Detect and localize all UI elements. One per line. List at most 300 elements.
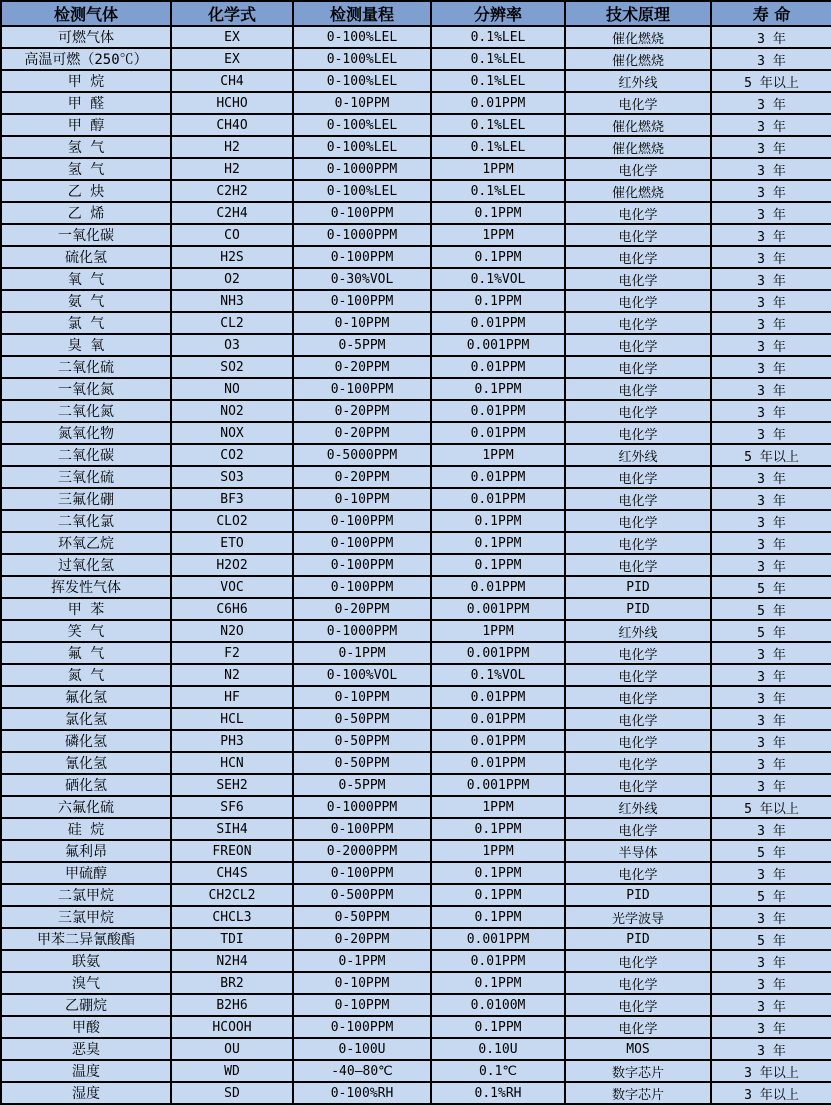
table-cell: HCHO: [171, 92, 293, 114]
table-cell: 氰化氢: [1, 752, 171, 774]
table-cell: 一氧化氮: [1, 378, 171, 400]
table-cell: 0-100PPM: [293, 290, 431, 312]
table-cell: 六氟化硫: [1, 796, 171, 818]
table-row: [1, 488, 831, 510]
table-cell: SD: [171, 1082, 293, 1104]
table-cell: 磷化氢: [1, 730, 171, 752]
table-cell: 恶臭: [1, 1038, 171, 1060]
table-cell: 0-50PPM: [293, 752, 431, 774]
table-row: [1, 840, 831, 862]
table-row: [1, 554, 831, 576]
table-cell: N2: [171, 664, 293, 686]
table-cell: 3 年: [711, 708, 831, 730]
table-cell: 3 年: [711, 26, 831, 48]
table-row: [1, 290, 831, 312]
table-cell: 电化学: [565, 202, 711, 224]
table-cell: 3 年: [711, 664, 831, 686]
table-cell: 红外线: [565, 70, 711, 92]
table-row: [1, 92, 831, 114]
table-cell: 0-10PPM: [293, 312, 431, 334]
table-row: [1, 26, 831, 48]
table-cell: B2H6: [171, 994, 293, 1016]
table-cell: 电化学: [565, 488, 711, 510]
table-cell: 联氨: [1, 950, 171, 972]
table-cell: PID: [565, 884, 711, 906]
table-cell: 0.1PPM: [431, 202, 565, 224]
table-cell: 甲硫醇: [1, 862, 171, 884]
table-cell: 3 年: [711, 532, 831, 554]
table-cell: 乙 炔: [1, 180, 171, 202]
table-cell: C2H4: [171, 202, 293, 224]
table-cell: 氯化氢: [1, 708, 171, 730]
table-cell: 0-1000PPM: [293, 158, 431, 180]
table-cell: 0.1PPM: [431, 884, 565, 906]
table-cell: 3 年: [711, 400, 831, 422]
table-cell: 电化学: [565, 554, 711, 576]
table-cell: 0-50PPM: [293, 906, 431, 928]
table-cell: 甲酸: [1, 1016, 171, 1038]
table-cell: 0-100%LEL: [293, 136, 431, 158]
table-cell: 0.01PPM: [431, 488, 565, 510]
table-cell: 电化学: [565, 994, 711, 1016]
table-cell: 3 年: [711, 906, 831, 928]
table-cell: PID: [565, 576, 711, 598]
table-row: [1, 752, 831, 774]
table-cell: NH3: [171, 290, 293, 312]
table-cell: 3 年: [711, 1038, 831, 1060]
table-cell: 3 年: [711, 466, 831, 488]
table-row: [1, 356, 831, 378]
table-row: [1, 576, 831, 598]
table-cell: 电化学: [565, 664, 711, 686]
table-cell: H2S: [171, 246, 293, 268]
table-cell: HCL: [171, 708, 293, 730]
table-row: [1, 686, 831, 708]
table-cell: 0-100%LEL: [293, 114, 431, 136]
table-cell: 乙硼烷: [1, 994, 171, 1016]
table-cell: 0-100PPM: [293, 510, 431, 532]
table-cell: 三氟化硼: [1, 488, 171, 510]
table-cell: 0.001PPM: [431, 598, 565, 620]
table-cell: 高温可燃（250℃）: [1, 48, 171, 70]
table-cell: 电化学: [565, 818, 711, 840]
table-cell: 0.01PPM: [431, 686, 565, 708]
table-cell: 甲 醛: [1, 92, 171, 114]
column-header-2: 检测量程: [293, 1, 431, 26]
table-cell: 0.1PPM: [431, 972, 565, 994]
table-cell: 红外线: [565, 796, 711, 818]
table-row: [1, 158, 831, 180]
table-cell: 氮氧化物: [1, 422, 171, 444]
table-cell: 0.1PPM: [431, 1016, 565, 1038]
table-cell: 0.1%LEL: [431, 48, 565, 70]
table-cell: 3 年: [711, 862, 831, 884]
table-row: [1, 884, 831, 906]
table-cell: 5 年: [711, 576, 831, 598]
table-cell: 电化学: [565, 378, 711, 400]
table-cell: SO2: [171, 356, 293, 378]
table-cell: 5 年以上: [711, 70, 831, 92]
table-row: [1, 466, 831, 488]
table-cell: CHCL3: [171, 906, 293, 928]
table-cell: 0.1%RH: [431, 1082, 565, 1104]
table-cell: 3 年: [711, 422, 831, 444]
table-cell: 催化燃烧: [565, 114, 711, 136]
table-cell: 0-1PPM: [293, 642, 431, 664]
table-cell: 电化学: [565, 400, 711, 422]
table-cell: 3 年: [711, 686, 831, 708]
table-cell: PH3: [171, 730, 293, 752]
table-row: [1, 642, 831, 664]
table-cell: 0.1PPM: [431, 378, 565, 400]
table-cell: 0.0100M: [431, 994, 565, 1016]
table-cell: 氯 气: [1, 312, 171, 334]
table-cell: 电化学: [565, 466, 711, 488]
table-cell: 0.1%LEL: [431, 136, 565, 158]
table-cell: BF3: [171, 488, 293, 510]
table-cell: 过氧化氢: [1, 554, 171, 576]
table-cell: 电化学: [565, 268, 711, 290]
table-cell: 0-1000PPM: [293, 224, 431, 246]
table-cell: 0.1PPM: [431, 246, 565, 268]
table-cell: 催化燃烧: [565, 180, 711, 202]
table-cell: 0-100PPM: [293, 378, 431, 400]
table-cell: 0.1%LEL: [431, 114, 565, 136]
table-row: [1, 928, 831, 950]
table-cell: TDI: [171, 928, 293, 950]
table-cell: SIH4: [171, 818, 293, 840]
table-cell: CH2CL2: [171, 884, 293, 906]
table-cell: 一氧化碳: [1, 224, 171, 246]
table-cell: 0.01PPM: [431, 730, 565, 752]
table-cell: 3 年: [711, 950, 831, 972]
column-header-0: 检测气体: [1, 1, 171, 26]
table-row: [1, 444, 831, 466]
table-cell: 红外线: [565, 620, 711, 642]
table-cell: HCOOH: [171, 1016, 293, 1038]
table-cell: 3 年: [711, 180, 831, 202]
table-cell: 甲苯二异氰酸酯: [1, 928, 171, 950]
table-cell: CO2: [171, 444, 293, 466]
table-row: [1, 818, 831, 840]
table-cell: 电化学: [565, 774, 711, 796]
table-cell: 红外线: [565, 444, 711, 466]
column-header-1: 化学式: [171, 1, 293, 26]
table-cell: 3 年: [711, 290, 831, 312]
table-cell: 0-20PPM: [293, 466, 431, 488]
table-cell: H2: [171, 136, 293, 158]
table-cell: WD: [171, 1060, 293, 1082]
table-cell: 1PPM: [431, 158, 565, 180]
table-cell: 3 年: [711, 642, 831, 664]
table-cell: 3 年: [711, 972, 831, 994]
table-cell: 电化学: [565, 246, 711, 268]
table-cell: 二氧化氮: [1, 400, 171, 422]
table-row: [1, 994, 831, 1016]
table-cell: 0-100%LEL: [293, 70, 431, 92]
table-cell: 催化燃烧: [565, 136, 711, 158]
table-cell: 0-5000PPM: [293, 444, 431, 466]
table-row: [1, 532, 831, 554]
table-cell: NOX: [171, 422, 293, 444]
table-cell: 0.1PPM: [431, 818, 565, 840]
table-row: [1, 972, 831, 994]
table-row: [1, 664, 831, 686]
table-cell: 0-100PPM: [293, 202, 431, 224]
table-row: [1, 400, 831, 422]
table-cell: 3 年: [711, 246, 831, 268]
table-cell: 催化燃烧: [565, 48, 711, 70]
table-cell: 3 年: [711, 334, 831, 356]
table-cell: 氧 气: [1, 268, 171, 290]
table-row: [1, 202, 831, 224]
table-cell: SF6: [171, 796, 293, 818]
table-row: [1, 180, 831, 202]
table-cell: 硒化氢: [1, 774, 171, 796]
table-cell: C6H6: [171, 598, 293, 620]
table-cell: 0.01PPM: [431, 312, 565, 334]
table-cell: 0.1%LEL: [431, 26, 565, 48]
table-row: [1, 620, 831, 642]
table-cell: 3 年: [711, 554, 831, 576]
table-cell: 0-100PPM: [293, 1016, 431, 1038]
table-cell: 0-50PPM: [293, 708, 431, 730]
table-cell: 电化学: [565, 312, 711, 334]
table-cell: ETO: [171, 532, 293, 554]
table-cell: 1PPM: [431, 444, 565, 466]
table-cell: 1PPM: [431, 620, 565, 642]
table-cell: 氟 气: [1, 642, 171, 664]
table-row: [1, 114, 831, 136]
table-cell: N2H4: [171, 950, 293, 972]
table-cell: 3 年: [711, 268, 831, 290]
table-cell: 0.10U: [431, 1038, 565, 1060]
table-cell: 甲 苯: [1, 598, 171, 620]
table-cell: 0.01PPM: [431, 400, 565, 422]
table-cell: 二氧化碳: [1, 444, 171, 466]
table-cell: 电化学: [565, 686, 711, 708]
table-row: [1, 48, 831, 70]
table-cell: HCN: [171, 752, 293, 774]
table-cell: 0.001PPM: [431, 334, 565, 356]
table-cell: HF: [171, 686, 293, 708]
table-cell: 电化学: [565, 92, 711, 114]
table-cell: 0-10PPM: [293, 488, 431, 510]
table-cell: 催化燃烧: [565, 26, 711, 48]
table-cell: 0-100%RH: [293, 1082, 431, 1104]
table-cell: BR2: [171, 972, 293, 994]
table-cell: 三氯甲烷: [1, 906, 171, 928]
table-row: [1, 334, 831, 356]
table-cell: 3 年: [711, 202, 831, 224]
table-cell: PID: [565, 598, 711, 620]
table-row: [1, 774, 831, 796]
table-cell: 0-20PPM: [293, 422, 431, 444]
table-row: [1, 1038, 831, 1060]
table-cell: 3 年: [711, 1016, 831, 1038]
table-cell: 0-100%LEL: [293, 180, 431, 202]
table-cell: 0-20PPM: [293, 400, 431, 422]
table-cell: 0-30%VOL: [293, 268, 431, 290]
table-cell: 0-20PPM: [293, 928, 431, 950]
table-cell: 电化学: [565, 730, 711, 752]
table-cell: CLO2: [171, 510, 293, 532]
table-cell: 0-50PPM: [293, 730, 431, 752]
table-cell: 3 年: [711, 114, 831, 136]
table-cell: 乙 烯: [1, 202, 171, 224]
table-cell: 氢 气: [1, 136, 171, 158]
table-row: [1, 268, 831, 290]
table-cell: 电化学: [565, 224, 711, 246]
table-cell: 1PPM: [431, 840, 565, 862]
table-row: [1, 136, 831, 158]
table-cell: NO2: [171, 400, 293, 422]
table-cell: 0-20PPM: [293, 598, 431, 620]
table-cell: 0-1PPM: [293, 950, 431, 972]
table-row: [1, 312, 831, 334]
table-cell: 电化学: [565, 532, 711, 554]
table-row: [1, 708, 831, 730]
table-cell: SEH2: [171, 774, 293, 796]
table-row: [1, 1060, 831, 1082]
table-cell: 0-100PPM: [293, 532, 431, 554]
table-cell: 0-100PPM: [293, 576, 431, 598]
table-body: [1, 26, 831, 1104]
table-cell: 3 年: [711, 818, 831, 840]
table-cell: 1PPM: [431, 224, 565, 246]
table-cell: 0.001PPM: [431, 642, 565, 664]
table-cell: 电化学: [565, 1016, 711, 1038]
table-cell: 0.1℃: [431, 1060, 565, 1082]
table-cell: 0-100PPM: [293, 554, 431, 576]
table-cell: 0-2000PPM: [293, 840, 431, 862]
table-cell: 5 年以上: [711, 444, 831, 466]
table-row: [1, 378, 831, 400]
table-cell: 3 年: [711, 730, 831, 752]
table-cell: 5 年以上: [711, 796, 831, 818]
table-row: [1, 422, 831, 444]
table-cell: 0-100%LEL: [293, 48, 431, 70]
table-cell: 0.01PPM: [431, 422, 565, 444]
table-cell: 二氯甲烷: [1, 884, 171, 906]
table-cell: 0.01PPM: [431, 708, 565, 730]
table-cell: 0-500PPM: [293, 884, 431, 906]
table-cell: 电化学: [565, 356, 711, 378]
table-row: [1, 862, 831, 884]
table-cell: CH4S: [171, 862, 293, 884]
table-cell: 二氧化氯: [1, 510, 171, 532]
table-cell: 溴气: [1, 972, 171, 994]
table-cell: 3 年: [711, 356, 831, 378]
table-cell: 0-100PPM: [293, 818, 431, 840]
table-cell: EX: [171, 26, 293, 48]
table-cell: N2O: [171, 620, 293, 642]
table-cell: 0.1PPM: [431, 510, 565, 532]
table-cell: VOC: [171, 576, 293, 598]
table-cell: 0.1%VOL: [431, 268, 565, 290]
table-cell: 0-10PPM: [293, 994, 431, 1016]
column-header-4: 技术原理: [565, 1, 711, 26]
table-cell: OU: [171, 1038, 293, 1060]
table-cell: F2: [171, 642, 293, 664]
table-cell: 3 年: [711, 224, 831, 246]
table-cell: 电化学: [565, 862, 711, 884]
table-cell: 0-10PPM: [293, 686, 431, 708]
table-cell: 3 年: [711, 488, 831, 510]
table-cell: 1PPM: [431, 796, 565, 818]
table-cell: 0-100%VOL: [293, 664, 431, 686]
table-cell: 0-1000PPM: [293, 620, 431, 642]
table-cell: CH4: [171, 70, 293, 92]
table-cell: 0.1PPM: [431, 532, 565, 554]
table-cell: 氨 气: [1, 290, 171, 312]
table-cell: PID: [565, 928, 711, 950]
table-cell: 氟利昂: [1, 840, 171, 862]
table-row: [1, 70, 831, 92]
table-cell: 5 年: [711, 598, 831, 620]
table-cell: 0.01PPM: [431, 466, 565, 488]
table-cell: 0-100PPM: [293, 246, 431, 268]
table-cell: O2: [171, 268, 293, 290]
table-cell: 氟化氢: [1, 686, 171, 708]
table-cell: 5 年: [711, 840, 831, 862]
table-cell: 0.01PPM: [431, 950, 565, 972]
table-cell: 3 年以上: [711, 1082, 831, 1104]
table-cell: 0.1%LEL: [431, 180, 565, 202]
table-cell: 5 年: [711, 928, 831, 950]
table-row: [1, 1082, 831, 1104]
table-row: [1, 906, 831, 928]
table-cell: 0.1PPM: [431, 290, 565, 312]
table-cell: 电化学: [565, 334, 711, 356]
table-cell: 电化学: [565, 290, 711, 312]
table-cell: MOS: [565, 1038, 711, 1060]
column-header-3: 分辨率: [431, 1, 565, 26]
table-cell: 0-1000PPM: [293, 796, 431, 818]
table-row: [1, 1016, 831, 1038]
table-cell: -40—80℃: [293, 1060, 431, 1082]
table-cell: 3 年: [711, 774, 831, 796]
table-cell: C2H2: [171, 180, 293, 202]
table-cell: NO: [171, 378, 293, 400]
table-cell: 挥发性气体: [1, 576, 171, 598]
table-cell: 电化学: [565, 510, 711, 532]
table-cell: FREON: [171, 840, 293, 862]
column-header-5: 寿 命: [711, 1, 831, 26]
table-cell: 光学波导: [565, 906, 711, 928]
table-cell: CL2: [171, 312, 293, 334]
table-cell: 硅 烷: [1, 818, 171, 840]
table-cell: CO: [171, 224, 293, 246]
table-cell: 甲 烷: [1, 70, 171, 92]
table-row: [1, 796, 831, 818]
table-cell: 数字芯片: [565, 1082, 711, 1104]
table-cell: 硫化氢: [1, 246, 171, 268]
table-cell: 0-10PPM: [293, 92, 431, 114]
table-cell: 臭 氧: [1, 334, 171, 356]
table-cell: 0.1%VOL: [431, 664, 565, 686]
table-cell: H2O2: [171, 554, 293, 576]
table-cell: 0.1PPM: [431, 862, 565, 884]
table-cell: 二氧化硫: [1, 356, 171, 378]
table-cell: 0-5PPM: [293, 774, 431, 796]
table-cell: 3 年: [711, 378, 831, 400]
table-cell: 环氧乙烷: [1, 532, 171, 554]
table-cell: 0-10PPM: [293, 972, 431, 994]
table-cell: 湿度: [1, 1082, 171, 1104]
table-row: [1, 598, 831, 620]
table-cell: 3 年以上: [711, 1060, 831, 1082]
